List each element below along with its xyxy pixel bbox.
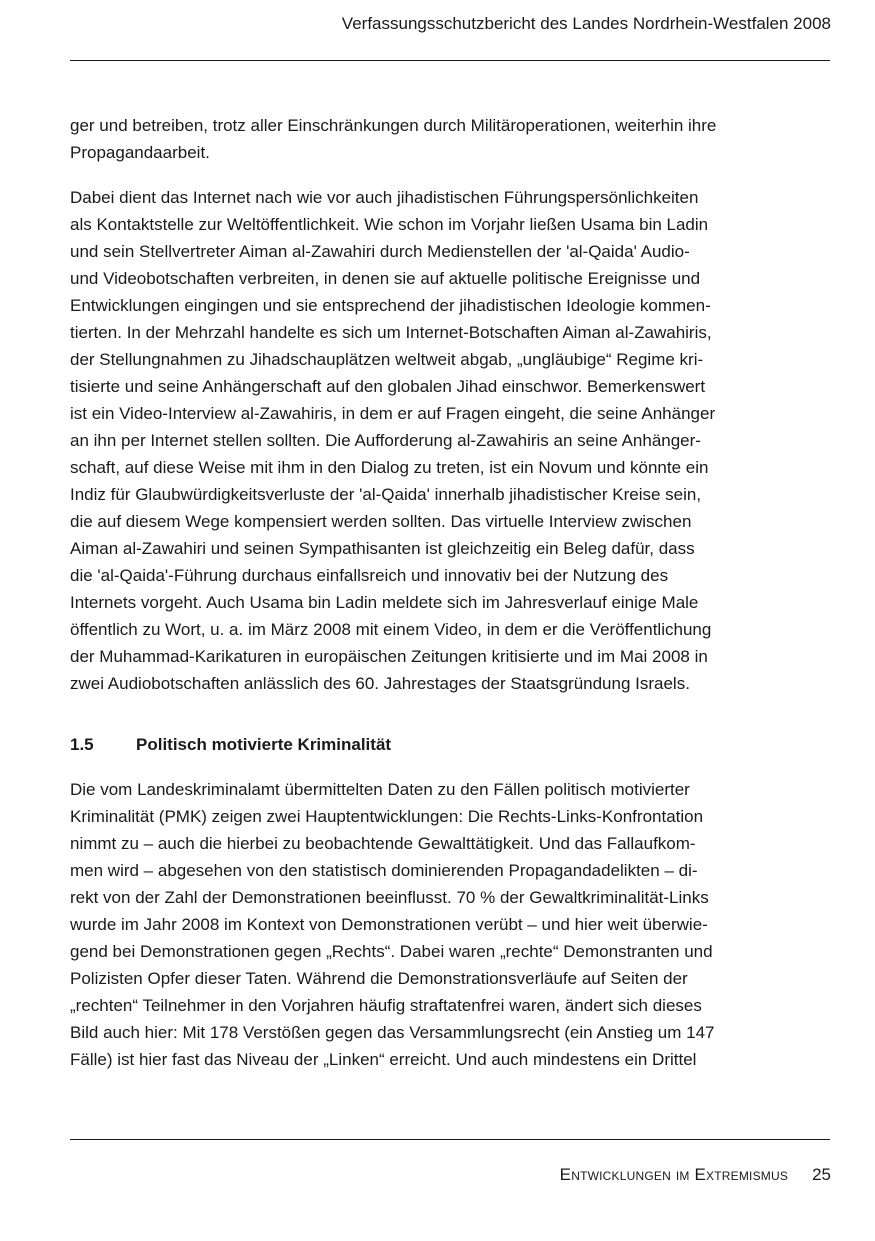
text-line: zwei Audiobotschaften anlässlich des 60. Jahrestages der Staatsgründung Israels. xyxy=(70,674,690,693)
text-line: Kriminalität (PMK) zeigen zwei Hauptentwicklungen: Die Rechts-Links-Konfrontation xyxy=(70,807,704,826)
text-line: als Kontaktstelle zur Weltöffentlichkeit. Wie schon im Vorjahr ließen Usama bin Ladin xyxy=(70,215,709,234)
text-line: die 'al-Qaida'-Führung durchaus einfallsreich und innovativ bei der Nutzung des xyxy=(70,566,669,585)
running-header-title: Verfassungsschutzbericht des Landes Nordrhein-Westfalen 2008 xyxy=(341,14,831,33)
text-line: nimmt zu – auch die hierbei zu beobachtende Gewalttätigkeit. Und das Fallaufkom- xyxy=(70,834,696,853)
text-line: Aiman al-Zawahiri und seinen Sympathisanten ist gleichzeitig ein Beleg dafür, dass xyxy=(70,539,695,558)
text-line: der Muhammad-Karikaturen in europäischen Zeitungen kritisierte und im Mai 2008 in xyxy=(70,647,708,666)
text-line: öffentlich zu Wort, u. a. im März 2008 mit einem Video, in dem er die Veröffentlichung xyxy=(70,620,712,639)
text-line: Dabei dient das Internet nach wie vor auch jihadistischen Führungspersönlichkeiten xyxy=(70,188,699,207)
text-line: Indiz für Glaubwürdigkeitsverluste der 'al-Qaida' innerhalb jihadistischer Kreise sein, xyxy=(70,485,702,504)
text-line: die auf diesem Wege kompensiert werden sollten. Das virtuelle Interview zwischen xyxy=(70,512,692,531)
text-line: Entwicklungen eingingen und sie entsprechend der jihadistischen Ideologie kommen- xyxy=(70,296,711,315)
text-line: gend bei Demonstrationen gegen „Rechts“. Dabei waren „rechte“ Demonstranten und xyxy=(70,942,713,961)
text-line: und Videobotschaften verbreiten, in denen sie auf aktuelle politische Ereignisse und xyxy=(70,269,701,288)
section-heading xyxy=(70,731,790,758)
text-line: schaft, auf diese Weise mit ihm in den Dialog zu treten, ist ein Novum und könnte ein xyxy=(70,458,709,477)
section-title: Politisch motivierte Kriminalität xyxy=(136,735,392,754)
text-line: ger und betreiben, trotz aller Einschränkungen durch Militäroperationen, weiterhin ihre xyxy=(70,116,717,135)
footer-section-name: Entwicklungen im Extremismus xyxy=(559,1165,789,1184)
text-line: tisierte und seine Anhängerschaft auf den globalen Jihad einschwor. Bemerkenswert xyxy=(70,377,706,396)
text-line: Bild auch hier: Mit 178 Verstößen gegen das Versammlungsrecht (ein Anstieg um 147 xyxy=(70,1023,715,1042)
paragraph-continuation xyxy=(70,112,790,166)
page-body xyxy=(70,112,790,1073)
paragraph-internet-propaganda xyxy=(70,184,790,697)
paragraph-pmk xyxy=(70,776,790,1073)
page-footer xyxy=(560,1163,831,1187)
text-line: tierten. In der Mehrzahl handelte es sich um Internet-Botschaften Aiman al-Zawahiris, xyxy=(70,323,712,342)
text-line: der Stellungnahmen zu Jihadschauplätzen weltweit abgab, „ungläubige“ Regime kri- xyxy=(70,350,704,369)
text-line: „rechten“ Teilnehmer in den Vorjahren häufig straftatenfrei waren, ändert sich dieses xyxy=(70,996,702,1015)
text-line: an ihn per Internet stellen sollten. Die Aufforderung al-Zawahiris an seine Anhänger- xyxy=(70,431,701,450)
text-line: Polizisten Opfer dieser Taten. Während die Demonstrationsverläufe auf Seiten der xyxy=(70,969,688,988)
text-line: men wird – abgesehen von den statistisch dominierenden Propagandadelikten – di- xyxy=(70,861,698,880)
header-divider xyxy=(70,60,830,61)
text-line: Fälle) ist hier fast das Niveau der „Linken“ erreicht. Und auch mindestens ein Drittel xyxy=(70,1050,697,1069)
text-line: wurde im Jahr 2008 im Kontext von Demonstrationen verübt – und hier weit überwie- xyxy=(70,915,708,934)
footer-divider xyxy=(70,1139,830,1140)
text-line: rekt von der Zahl der Demonstrationen beeinflusst. 70 % der Gewaltkriminalität-Links xyxy=(70,888,709,907)
section-number: 1.5 xyxy=(70,735,94,754)
text-line: Propagandaarbeit. xyxy=(70,143,210,162)
text-line: Die vom Landeskriminalamt übermittelten Daten zu den Fällen politisch motivierter xyxy=(70,780,690,799)
text-line: Internets vorgeht. Auch Usama bin Ladin meldete sich im Jahresverlauf einige Male xyxy=(70,593,699,612)
page-number: 25 xyxy=(812,1165,831,1184)
text-line: ist ein Video-Interview al-Zawahiris, in dem er auf Fragen eingeht, die seine Anhänger xyxy=(70,404,716,423)
text-line: und sein Stellvertreter Aiman al-Zawahiri durch Medienstellen der 'al-Qaida' Audio- xyxy=(70,242,690,261)
